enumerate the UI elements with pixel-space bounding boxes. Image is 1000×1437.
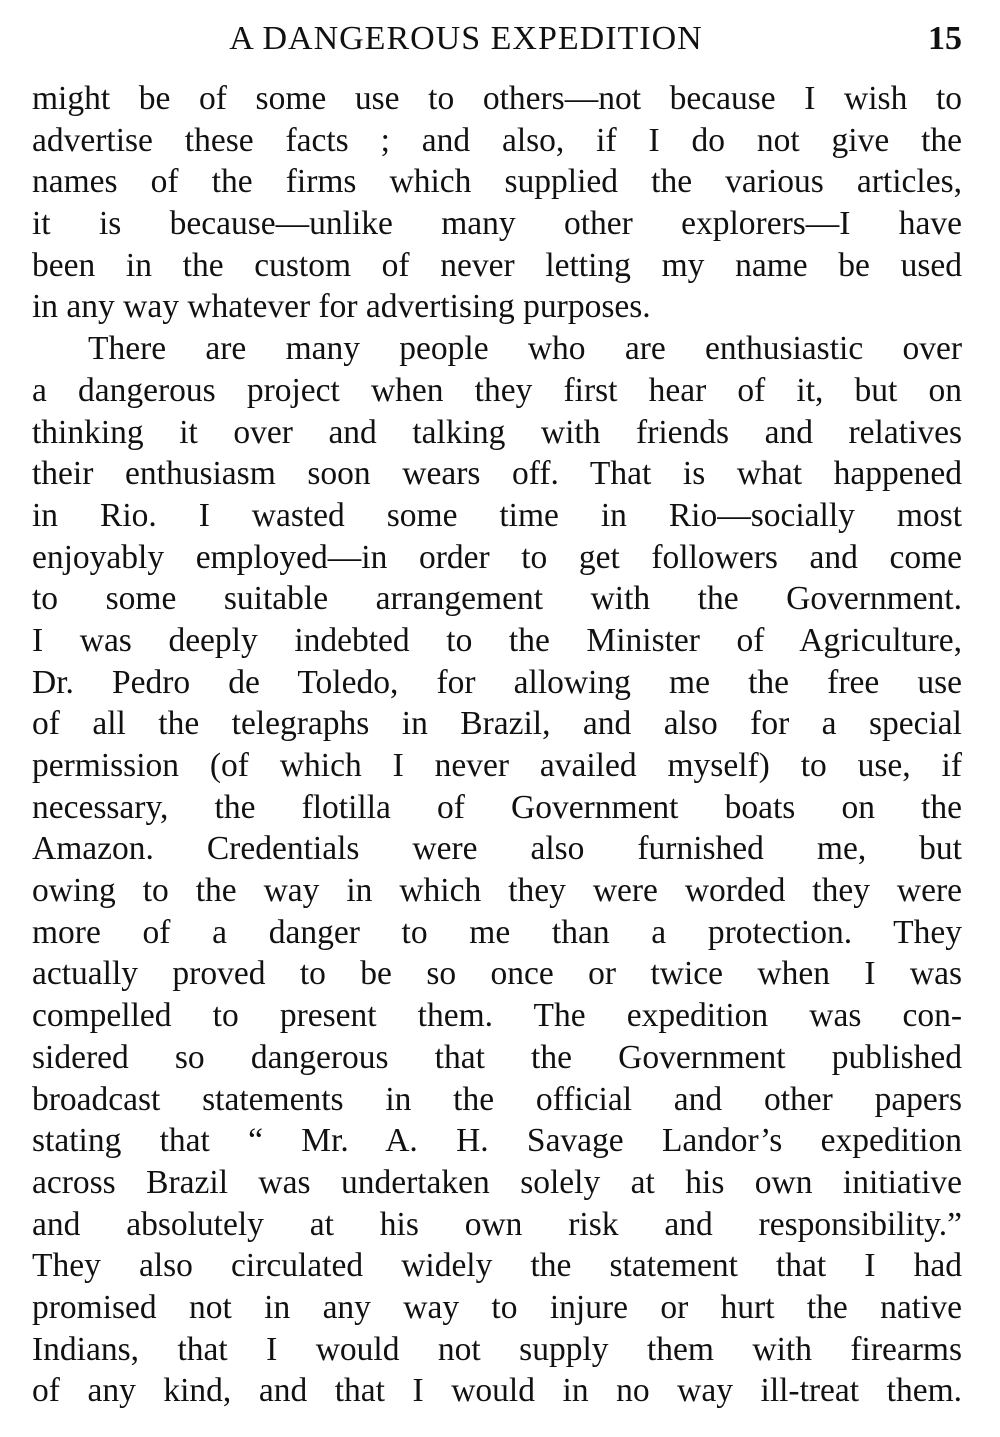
text-line: compelled to present them. The expedition was con- xyxy=(32,997,962,1035)
page-number: 15 xyxy=(928,20,962,57)
text-line: Indians, that I would not supply them with firearms xyxy=(32,1330,962,1368)
text-line: owing to the way in which they were worded they were xyxy=(32,872,962,910)
text-line: it is because—unlike many other explorers—I have xyxy=(32,205,962,243)
text-line: sidered so dangerous that the Government published xyxy=(32,1038,962,1076)
text-line: of any kind, and that I would in no way ill-treat them. xyxy=(32,1372,962,1410)
text-line: promised not in any way to injure or hurt the native xyxy=(32,1288,962,1326)
text-line: a dangerous project when they first hear of it, but on xyxy=(32,371,962,409)
text-line: broadcast statements in the official and other papers xyxy=(32,1080,962,1118)
running-head xyxy=(30,14,962,64)
text-line: names of the firms which supplied the various articles, xyxy=(32,163,962,201)
text-line: Amazon. Credentials were also furnished me, but xyxy=(32,830,962,868)
paragraph-1 xyxy=(32,78,962,328)
text-line: their enthusiasm soon wears off. That is what happened xyxy=(32,455,962,493)
text-line: permission (of which I never availed myself) to use, if xyxy=(32,747,962,784)
text-line: advertise these facts ; and also, if I do not give the xyxy=(32,121,962,159)
text-line: to some suitable arrangement with the Government. xyxy=(32,580,962,618)
text-line: more of a danger to me than a protection. They xyxy=(32,913,962,951)
text-line: been in the custom of never letting my name be used xyxy=(32,246,962,284)
text-line: There are many people who are enthusiastic over xyxy=(88,330,962,368)
text-line: of all the telegraphs in Brazil, and also for a special xyxy=(32,705,962,743)
paragraph-2 xyxy=(32,328,962,1412)
text-line: They also circulated widely the statement that I had xyxy=(32,1247,962,1285)
text-line: in any way whatever for advertising purposes. xyxy=(32,288,651,326)
text-line: Dr. Pedro de Toledo, for allowing me the free use xyxy=(32,663,962,701)
text-line: stating that “ Mr. A. H. Savage Landor’s expedition xyxy=(32,1122,962,1160)
text-line: actually proved to be so once or twice when I was xyxy=(32,955,962,993)
text-line: enjoyably employed—in order to get followers and come xyxy=(32,538,962,576)
text-line: in Rio. I wasted some time in Rio—socially most xyxy=(32,496,962,534)
body-text xyxy=(32,78,962,1412)
text-line: might be of some use to others—not because I wish to xyxy=(32,80,962,117)
text-line: and absolutely at his own risk and responsibility.” xyxy=(32,1205,962,1243)
text-line: I was deeply indebted to the Minister of Agriculture, xyxy=(32,621,962,659)
text-line: necessary, the flotilla of Government boats on the xyxy=(32,788,962,826)
text-line: thinking it over and talking with friends and relatives xyxy=(32,413,962,451)
text-line: across Brazil was undertaken solely at his own initiative xyxy=(32,1163,962,1201)
chapter-title: A DANGEROUS EXPEDITION xyxy=(229,20,703,57)
